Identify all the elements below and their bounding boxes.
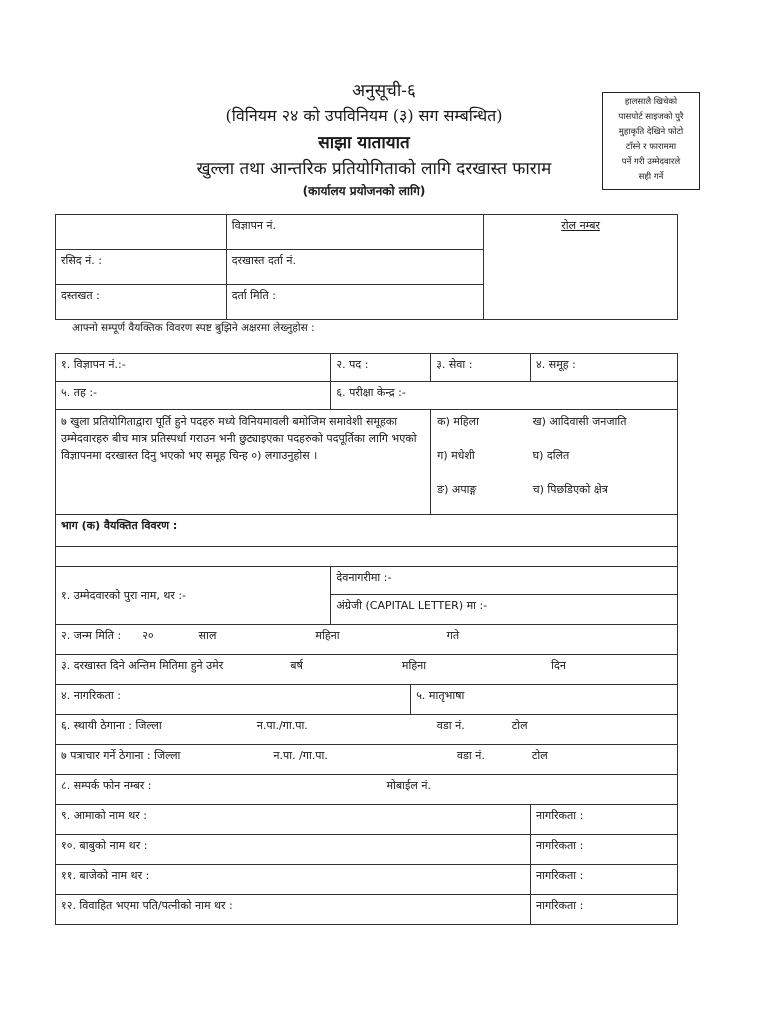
dob-year-label: साल <box>198 629 217 642</box>
photo-instruction-line: सही गर्ने <box>638 172 664 182</box>
photo-instruction-line: पर्ने गरी उम्मेदवारले <box>621 157 681 167</box>
spouse-citizenship-field[interactable]: नागरिकता : <box>531 895 678 925</box>
photo-instruction-line: टाँस्ने र फाराममा <box>625 142 677 152</box>
roll-number-label: रोल नम्बर <box>561 219 601 232</box>
ad-number-field[interactable]: विज्ञापन नं. <box>226 215 484 250</box>
photo-box <box>602 92 700 190</box>
group-madhesi-option[interactable]: ग) मधेशी <box>437 449 475 462</box>
signature-field[interactable]: दस्तखत : <box>56 285 227 320</box>
form-title: खुल्ला तथा आन्तरिक प्रतियोगिताको लागि दरखास्त फाराम <box>196 159 552 179</box>
age-month-label: महिना <box>401 659 427 672</box>
blank-row <box>56 547 678 567</box>
application-form-table <box>55 353 678 925</box>
group-disabled-option[interactable]: ङ) अपाङ्ग <box>437 483 477 496</box>
permanent-address-row[interactable] <box>56 715 678 745</box>
dob-month-label: महिना <box>315 629 340 642</box>
photo-instruction-line: हालसालै खिचेको <box>624 97 678 107</box>
instruction-text: आफ्नो सम्पूर्ण वैयक्तिक विवरण स्पष्ट बुझिने अक्षरमा लेख्नुहोस : <box>72 322 315 334</box>
group-field[interactable]: ४. समूह : <box>531 354 678 382</box>
citizenship-field[interactable]: ४. नागरिकता : <box>56 685 411 715</box>
age-label: ३. दरखास्त दिने अन्तिम मितिमा हुने उमेर <box>61 659 224 672</box>
group-women-option[interactable]: क) महिला <box>437 415 479 428</box>
photo-instruction-line: पासपोर्ट साइजको पुरै <box>618 112 684 122</box>
office-use-note: (कार्यालय प्रयोजनको लागि) <box>302 184 426 198</box>
ad-number-field[interactable]: १. विज्ञापन नं.:- <box>56 354 331 382</box>
contact-row[interactable] <box>56 775 678 805</box>
inclusion-note: ७ खुला प्रतियोगिताद्वारा पूर्ति हुने पदहरु मध्ये विनियमावली बमोजिम समावेशी समूहका उम्मेदवारहरु बीच मात्र प्रतिस्पर्धा गराउन भनी छुट्याइएका पदहरुको पदपूर्तिका लागि भएको विज्ञापनमा दरखास्त दिनु भएको भए समूह चिन्ह ०) लगाउनुहोस । <box>56 410 431 515</box>
group-janajati-option[interactable]: ख) आदिवासी जनजाति <box>532 415 627 428</box>
phone-label: ८. सम्पर्क फोन नम्बर : <box>61 779 152 792</box>
age-days-label: दिन <box>551 659 566 672</box>
schedule-title: अनुसूची-६ <box>352 81 416 101</box>
correspondence-municipality-label: न.पा. /गा.पा. <box>273 749 328 762</box>
spouse-name-field[interactable]: १२. विवाहित भएमा पति/पत्नीको नाम थर : <box>56 895 531 925</box>
grandfather-name-field[interactable]: ११. बाजेको नाम थर : <box>56 865 531 895</box>
blank-cell <box>56 215 227 250</box>
dob-label: २. जन्म मिति : <box>61 629 122 642</box>
mother-tongue-field[interactable]: ५. मातृभाषा <box>411 685 678 715</box>
name-english-field[interactable]: अंग्रेजी (CAPITAL LETTER) मा :- <box>331 595 678 625</box>
permanent-ward-label: वडा नं. <box>436 719 465 732</box>
service-field[interactable]: ३. सेवा : <box>431 354 531 382</box>
office-use-table <box>55 214 678 320</box>
age-row[interactable] <box>56 655 678 685</box>
full-name-label: १. उम्मेदवारको पुरा नाम, थर :- <box>56 567 331 625</box>
correspondence-address-row[interactable] <box>56 745 678 775</box>
application-reg-number-field[interactable]: दरखास्त दर्ता नं. <box>226 250 484 285</box>
grandfather-citizenship-field[interactable]: नागरिकता : <box>531 865 678 895</box>
correspondence-ward-label: वडा नं. <box>456 749 485 762</box>
regulation-reference: (विनियम २४ को उपविनियम (३) सग सम्बन्धित) <box>225 106 503 125</box>
receipt-number-field[interactable]: रसिद नं. : <box>56 250 227 285</box>
permanent-district-label: ६. स्थायी ठेगाना : जिल्ला <box>61 719 162 732</box>
mother-citizenship-field[interactable]: नागरिकता : <box>531 805 678 835</box>
post-field[interactable]: २. पद : <box>331 354 431 382</box>
father-citizenship-field[interactable]: नागरिकता : <box>531 835 678 865</box>
permanent-tole-label: टोल <box>511 719 528 732</box>
section-a-title: भाग (क) वैयक्तित विवरण : <box>56 515 678 547</box>
name-devanagari-field[interactable]: देवनागरीमा :- <box>331 567 678 595</box>
group-backward-option[interactable]: च) पिछडिएको क्षेत्र <box>532 483 608 496</box>
inclusion-groups <box>431 410 678 515</box>
mother-name-field[interactable]: ९. आमाको नाम थर : <box>56 805 531 835</box>
mobile-label: मोबाईल नं. <box>386 779 431 792</box>
exam-center-field[interactable]: ६. परीक्षा केन्द्र :- <box>331 382 678 410</box>
dob-year-prefix: २० <box>142 629 154 642</box>
group-dalit-option[interactable]: घ) दलित <box>532 449 570 462</box>
correspondence-district-label: ७ पत्राचार गर्ने ठेगाना : जिल्ला <box>61 749 181 762</box>
roll-number-field[interactable] <box>484 215 678 320</box>
dob-day-label: गते <box>446 629 460 642</box>
correspondence-tole-label: टोल <box>531 749 548 762</box>
organization-name: साझा यातायात <box>318 133 410 153</box>
registration-date-field[interactable]: दर्ता मिति : <box>226 285 484 320</box>
date-of-birth-row[interactable] <box>56 625 678 655</box>
age-years-label: बर्ष <box>290 659 303 672</box>
level-field[interactable]: ५. तह :- <box>56 382 331 410</box>
permanent-municipality-label: न.पा./गा.पा. <box>256 719 308 732</box>
photo-instruction-line: मुहाकृति देखिने फोटो <box>618 127 684 137</box>
father-name-field[interactable]: १०. बाबुको नाम थर : <box>56 835 531 865</box>
